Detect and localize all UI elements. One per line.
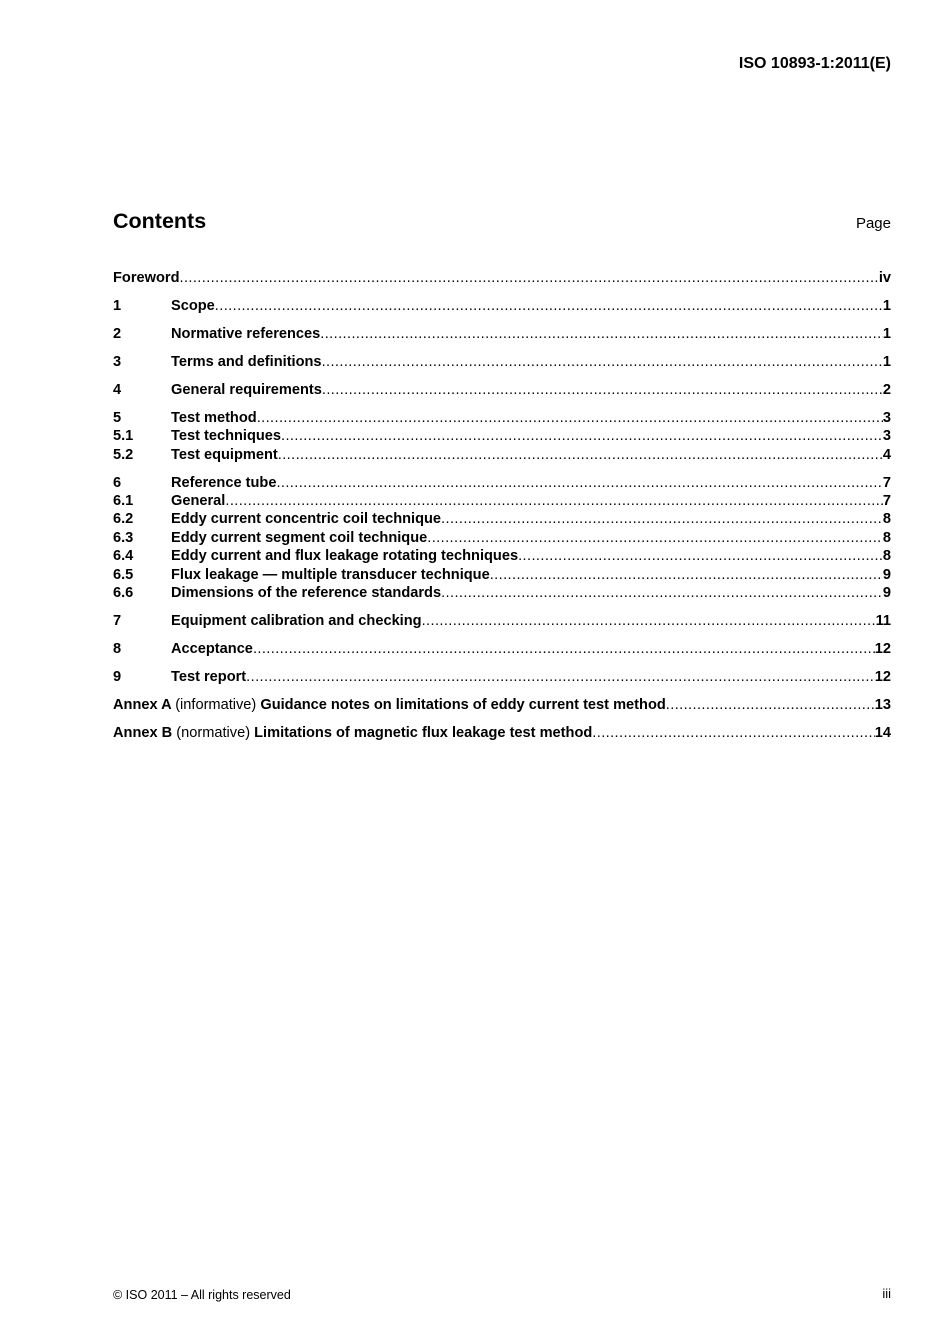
toc-entry-annex-b[interactable] bbox=[113, 724, 891, 742]
toc-leader-dots bbox=[246, 668, 875, 686]
toc-entry-test-equipment[interactable] bbox=[113, 446, 891, 464]
toc-entry-number: 6.3 bbox=[113, 529, 134, 546]
toc-entry-reference-dimensions[interactable] bbox=[113, 584, 891, 602]
toc-annex-note: (informative) bbox=[175, 696, 257, 713]
toc-entry-number: 1 bbox=[113, 297, 122, 314]
toc-annex-subtitle: Guidance notes on limitations of eddy current test method bbox=[260, 696, 666, 713]
toc-entry-general-requirements[interactable] bbox=[113, 381, 891, 399]
toc-entry-normative-references[interactable] bbox=[113, 325, 891, 343]
toc-entry-rotating-techniques[interactable] bbox=[113, 547, 891, 565]
footer-copyright: © ISO 2011 – All rights reserved bbox=[113, 1288, 291, 1302]
toc-entry-page: 9 bbox=[882, 566, 891, 583]
toc-entry-page: 12 bbox=[874, 641, 891, 657]
toc-entry-title: Reference tube bbox=[171, 474, 277, 491]
toc-entry-page: iv bbox=[878, 270, 891, 286]
toc-entry-page: 9 bbox=[882, 585, 891, 602]
toc-leader-dots bbox=[666, 696, 875, 714]
page-column-label: Page bbox=[855, 215, 891, 232]
toc-entry-title: Test techniques bbox=[171, 428, 282, 445]
toc-entry-page: 3 bbox=[882, 409, 891, 426]
toc-entry-number: 6.1 bbox=[113, 493, 134, 510]
toc-annex-subtitle: Limitations of magnetic flux leakage test method bbox=[254, 724, 593, 741]
toc-leader-dots bbox=[281, 427, 883, 445]
toc-entry-page: 1 bbox=[882, 353, 891, 370]
toc-entry-title: General bbox=[171, 493, 226, 510]
toc-entry-annex-a[interactable] bbox=[113, 696, 891, 714]
toc-entry-number: 3 bbox=[113, 353, 122, 370]
toc-entry-page: 7 bbox=[882, 474, 891, 491]
toc-entry-number: 2 bbox=[113, 325, 122, 342]
footer-page-number: iii bbox=[882, 1286, 891, 1301]
toc-entry-title: Test equipment bbox=[171, 446, 278, 463]
toc-entry-number: 6.4 bbox=[113, 548, 134, 565]
toc-entry-title: Eddy current and flux leakage rotating techniques bbox=[171, 548, 519, 565]
toc-leader-dots bbox=[592, 724, 874, 742]
toc-entry-page: 11 bbox=[875, 613, 891, 630]
contents-title: Contents bbox=[113, 209, 207, 233]
toc-entry-title: Terms and definitions bbox=[171, 353, 322, 370]
toc-annex-label: Annex A bbox=[113, 696, 172, 713]
toc-entry-number: 6 bbox=[113, 474, 122, 491]
toc-entry-page: 2 bbox=[882, 381, 891, 398]
toc-entry-number: 6.5 bbox=[113, 566, 134, 583]
toc-entry-equipment-calibration[interactable] bbox=[113, 612, 891, 630]
toc-entry-title: Normative references bbox=[171, 325, 321, 342]
toc-entry-test-techniques[interactable] bbox=[113, 427, 891, 445]
toc-leader-dots bbox=[276, 474, 882, 492]
toc-entry-page: 8 bbox=[882, 511, 891, 528]
toc-entry-page: 4 bbox=[882, 446, 891, 463]
toc-entry-page: 3 bbox=[882, 428, 891, 445]
toc-entry-number: 6.6 bbox=[113, 585, 134, 602]
document-id: ISO 10893-1:2011(E) bbox=[738, 55, 891, 72]
toc-leader-dots bbox=[427, 529, 883, 547]
toc-leader-dots bbox=[215, 297, 883, 315]
toc-leader-dots bbox=[253, 640, 875, 658]
toc-entry-number: 5.1 bbox=[113, 428, 134, 445]
toc-entry-page: 8 bbox=[882, 548, 891, 565]
toc-entry-general[interactable] bbox=[113, 492, 891, 510]
toc-entry-number: 5 bbox=[113, 409, 122, 426]
toc-annex-label: Annex B bbox=[113, 724, 173, 741]
toc-entry-title: General requirements bbox=[171, 381, 322, 398]
toc-leader-dots bbox=[322, 353, 883, 371]
toc-entry-title: Equipment calibration and checking bbox=[171, 613, 422, 630]
toc-leader-dots bbox=[179, 269, 878, 287]
toc-entry-title: Eddy current concentric coil technique bbox=[171, 511, 442, 528]
toc-entry-test-report[interactable] bbox=[113, 668, 891, 686]
toc-entry-number: 8 bbox=[113, 641, 122, 657]
toc-entry-title: Test report bbox=[171, 668, 247, 685]
toc-entry-title: Foreword bbox=[113, 270, 180, 286]
toc-entry-test-method[interactable] bbox=[113, 409, 891, 427]
toc-leader-dots bbox=[320, 325, 883, 343]
toc-entry-page: 1 bbox=[882, 325, 891, 342]
toc-entry-page: 1 bbox=[882, 297, 891, 314]
toc-entry-page: 14 bbox=[874, 724, 891, 741]
toc-entry-number: 9 bbox=[113, 668, 122, 685]
toc-entry-acceptance[interactable] bbox=[113, 640, 891, 658]
toc-leader-dots bbox=[278, 446, 883, 464]
toc-entry-title: Eddy current segment coil technique bbox=[171, 529, 428, 546]
toc-entry-number: 7 bbox=[113, 613, 122, 630]
toc-entry-multiple-transducer[interactable] bbox=[113, 566, 891, 584]
toc-entry-title: Test method bbox=[171, 409, 257, 426]
toc-entry-number: 4 bbox=[113, 381, 122, 398]
toc-annex-note: (normative) bbox=[176, 724, 251, 741]
toc-entry-page: 12 bbox=[874, 668, 891, 685]
toc-entry-scope[interactable] bbox=[113, 297, 891, 315]
toc-entry-title: Flux leakage — multiple transducer technique bbox=[171, 566, 490, 583]
toc-entry-terms-and-definitions[interactable] bbox=[113, 353, 891, 371]
toc-entry-number: 5.2 bbox=[113, 446, 134, 463]
toc-entry-number: 6.2 bbox=[113, 511, 134, 528]
toc-leader-dots bbox=[441, 584, 883, 602]
toc-entry-title: Acceptance bbox=[171, 641, 253, 657]
toc-leader-dots bbox=[422, 612, 876, 630]
toc-entry-concentric-coil[interactable] bbox=[113, 510, 891, 528]
toc-leader-dots bbox=[257, 409, 883, 427]
table-of-contents bbox=[113, 269, 891, 742]
toc-leader-dots bbox=[518, 547, 883, 565]
toc-entry-reference-tube[interactable] bbox=[113, 474, 891, 492]
toc-leader-dots bbox=[441, 510, 883, 528]
toc-leader-dots bbox=[322, 381, 883, 399]
toc-entry-foreword[interactable] bbox=[113, 269, 891, 287]
toc-entry-page: 7 bbox=[882, 493, 891, 510]
toc-leader-dots bbox=[225, 492, 883, 510]
toc-entry-page: 13 bbox=[874, 696, 891, 713]
toc-entry-segment-coil[interactable] bbox=[113, 529, 891, 547]
toc-entry-title: Scope bbox=[171, 297, 215, 314]
toc-entry-title: Dimensions of the reference standards bbox=[171, 585, 442, 602]
toc-entry-page: 8 bbox=[882, 529, 891, 546]
toc-leader-dots bbox=[490, 566, 883, 584]
